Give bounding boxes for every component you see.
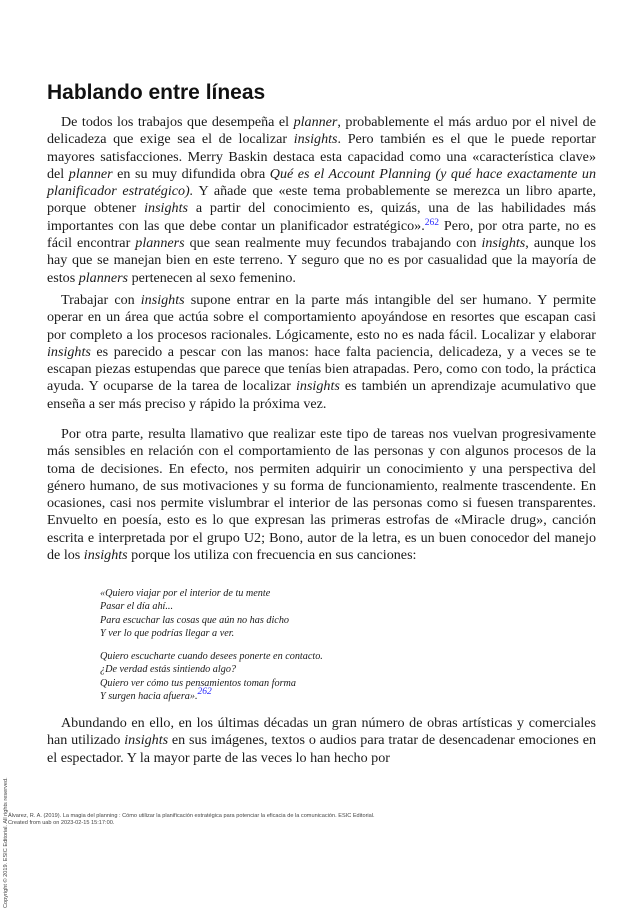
- created-line: Created from uab on 2023-02-15 15:17:00.: [8, 820, 115, 826]
- song-quote-stanza-2: [100, 650, 400, 703]
- quote-line: ¿De verdad estás sintiendo algo?: [100, 664, 237, 676]
- citation-footer: [8, 813, 375, 827]
- footnote-link-262-quote[interactable]: 262: [197, 686, 212, 697]
- quote-line: Quiero ver cómo tus pensamientos toman forma: [100, 677, 296, 689]
- quote-line: «Quiero viajar por el interior de tu mente: [100, 588, 271, 599]
- section-title: Hablando entre líneas: [47, 81, 266, 104]
- paragraph-2: Trabajar con insights supone entrar en la parte más intangible del ser humano. Y permite operar en un área que actúa sobre el comportamiento apoyándose en resortes que escapan casi por completo a los procesos racionales. Lógicamente, esto no es nada fácil. Localizar y elaborar insights es parecido a pescar con las manos: hace falta paciencia, delicadeza, y a veces se te escapan piezas estupendas que parece que tenías bien atrapadas. Pero, como con todo, la práctica ayuda. Y ocuparse de la tarea de localizar insights es también un aprendizaje acumulativo que enseña a ser más preciso y rápido la próxima vez.: [47, 292, 596, 412]
- song-quote-stanza-1: [100, 587, 400, 640]
- citation-line: Álvarez, R. A. (2019). La magia del planning : Cómo utilizar la planificación estratégica para potenciar la eficacia de la comunicación. ESIC Editorial.: [8, 813, 375, 819]
- paragraph-1: De todos los trabajos que desempeña el planner, probablemente el más arduo por el nivel de delicadeza que exige sea el de localizar insights. Pero también es el que le puede reportar mayores satisfacciones. Merry Baskin destaca esta capacidad como una «característica clave» del planner en su muy difundida obra Qué es el Account Planning (y qué hace exactamente un planificador estratégico). Y añade que «este tema probablemente se merezca un libro aparte, porque obtener insights a partir del conocimiento es, quizás, una de las habilidades más importantes con las que debe contar un planificador estratégico».$^{262}$ Pero, por otra parte, no es fácil encontrar planners que sean realmente muy fecundos trabajando con insights, aunque los hay que se manejan bien en este terreno. Y seguro que no es por casualidad que la mayoría de estos planners pertenecen al sexo femenino.: [47, 114, 597, 286]
- quote-line: Y ver lo que podrías llegar a ver.: [100, 627, 235, 639]
- paragraph-4: Abundando en ello, en los últimas décadas un gran número de obras artísticas y comerciales han utilizado insights en sus imágenes, textos o audios para tratar de desencadenar emociones en el espectador. Y la mayor parte de las veces lo han hecho por: [47, 715, 597, 766]
- footnote-link-262[interactable]: 262: [424, 217, 439, 228]
- paragraph-3: Por otra parte, resulta llamativo que realizar este tipo de tareas nos vuelvan progresivamente más sensibles en relación con el comportamiento de las personas y con algunos procesos de la toma de decisiones. En efecto, nos permiten adquirir un conocimiento y una perspectiva del género humano, de sus motivaciones y su forma de funcionamiento, realmente trascendente. En ocasiones, casi nos permite vislumbrar el interior de las personas como si fuesen transparentes. Envuelto en poesía, esto es lo que expresan las primeras estrofas de «Miracle drug», canción escrita e interpretada por el grupo U2; Bono, autor de la letra, es un buen conocedor del manejo de los insights porque los utiliza con frecuencia en sus canciones:: [47, 426, 596, 564]
- quote-line: Para escuchar las cosas que aún no has dicho: [100, 614, 290, 626]
- quote-line: Quiero escucharte cuando desees ponerte en contacto.: [100, 651, 323, 662]
- quote-line-last: Y surgen hacia afuera».262: [100, 686, 212, 702]
- copyright-notice: Copyright © 2019. ESIC Editorial. All rights reserved.: [3, 777, 9, 908]
- quote-line: Pasar el día ahí...: [100, 601, 174, 613]
